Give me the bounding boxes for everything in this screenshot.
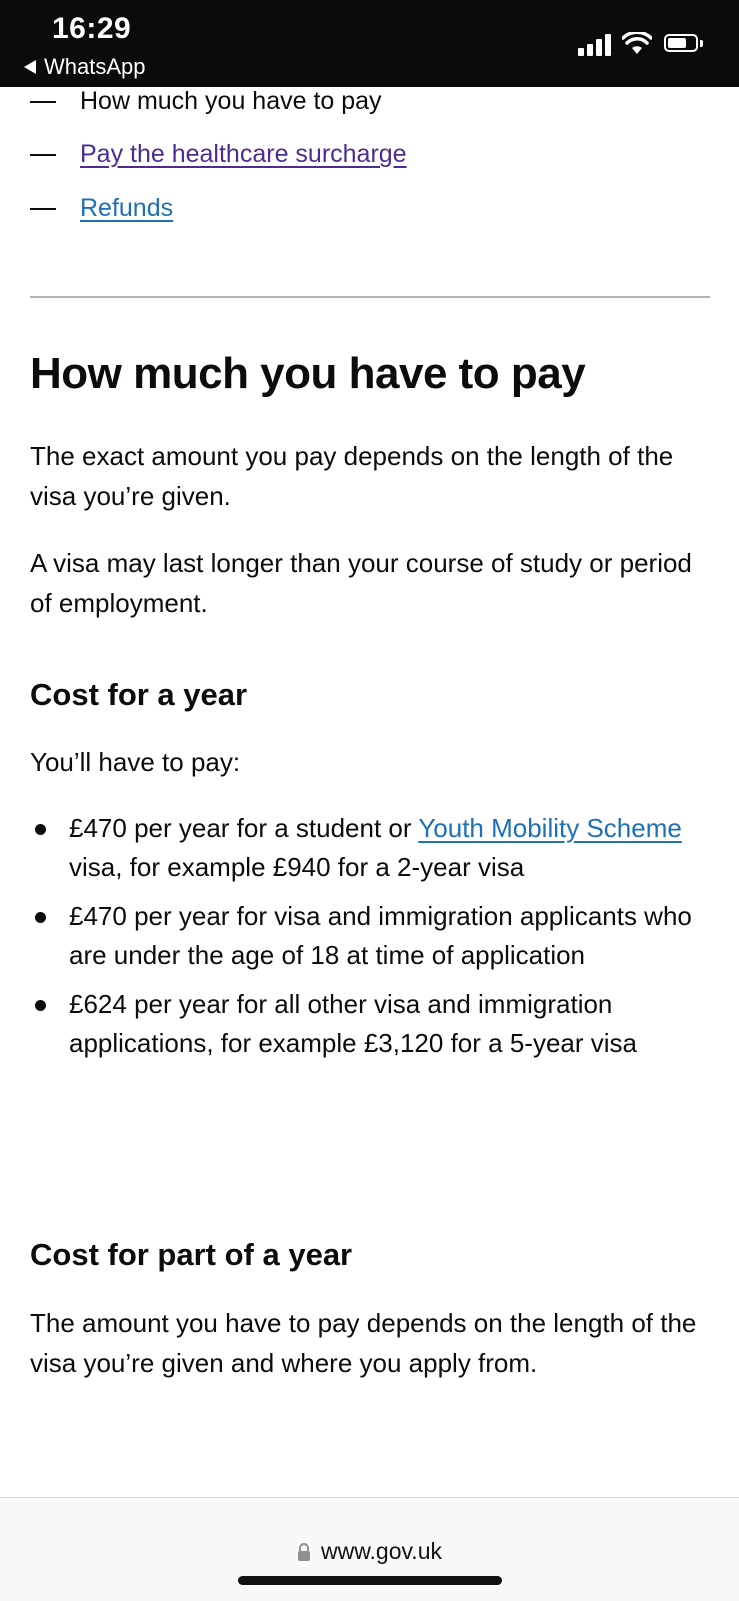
url-text: www.gov.uk bbox=[320, 1538, 442, 1564]
section-heading-cost-part-year: Cost for part of a year bbox=[30, 1237, 353, 1272]
toc-item-current bbox=[30, 87, 382, 116]
home-indicator[interactable] bbox=[238, 1576, 502, 1585]
intro-paragraph-2: A visa may last longer than your course of study or period of employment. bbox=[30, 548, 692, 618]
bullet2-text: £470 per year for visa and immigration applicants who are under the age of 18 at time of application bbox=[69, 901, 692, 970]
toc-item-refunds[interactable] bbox=[30, 194, 173, 223]
section-divider bbox=[30, 296, 710, 298]
cost-lead-text: You’ll have to pay: bbox=[30, 747, 241, 777]
wifi-icon bbox=[622, 32, 652, 56]
toc-item-pay-surcharge[interactable] bbox=[30, 140, 407, 169]
back-app-label: WhatsApp bbox=[44, 54, 146, 79]
list-item bbox=[30, 897, 710, 975]
bullet3-text: £624 per year for all other visa and immigration applications, for example £3,120 for a 5-year visa bbox=[69, 989, 637, 1058]
list-item bbox=[30, 985, 710, 1063]
toc-current-label: How much you have to pay bbox=[80, 87, 382, 115]
bullet1-text-pre: £470 per year for a student or bbox=[69, 813, 419, 843]
bullet1-text-post: visa, for example £940 for a 2-year visa bbox=[69, 852, 525, 882]
lock-icon bbox=[297, 1543, 311, 1561]
dash-marker bbox=[30, 154, 56, 156]
toc-link-refunds[interactable]: Refunds bbox=[80, 194, 174, 222]
intro-paragraph-1: The exact amount you pay depends on the length of the visa you’re given. bbox=[30, 441, 674, 511]
section-heading-cost-for-year: Cost for a year bbox=[30, 677, 248, 712]
youth-mobility-scheme-link[interactable]: Youth Mobility Scheme bbox=[418, 813, 682, 843]
browser-url-bar[interactable] bbox=[0, 1497, 739, 1601]
page-title: How much you have to pay bbox=[30, 349, 586, 398]
url-display[interactable] bbox=[0, 1538, 739, 1565]
back-to-app-button[interactable] bbox=[24, 54, 146, 80]
toc-link-pay-surcharge[interactable]: Pay the healthcare surcharge bbox=[80, 140, 407, 168]
dash-marker bbox=[30, 101, 56, 103]
list-item bbox=[30, 809, 710, 887]
status-bar bbox=[0, 0, 739, 87]
cost-bullet-list bbox=[30, 809, 710, 1073]
dash-marker bbox=[30, 208, 56, 210]
part-year-paragraph: The amount you have to pay depends on the length of the visa you’re given and where you apply from. bbox=[30, 1308, 697, 1378]
clock: 16:29 bbox=[52, 12, 132, 45]
battery-icon bbox=[664, 34, 704, 54]
cellular-signal-icon bbox=[578, 34, 614, 56]
back-arrow-icon bbox=[24, 60, 36, 74]
